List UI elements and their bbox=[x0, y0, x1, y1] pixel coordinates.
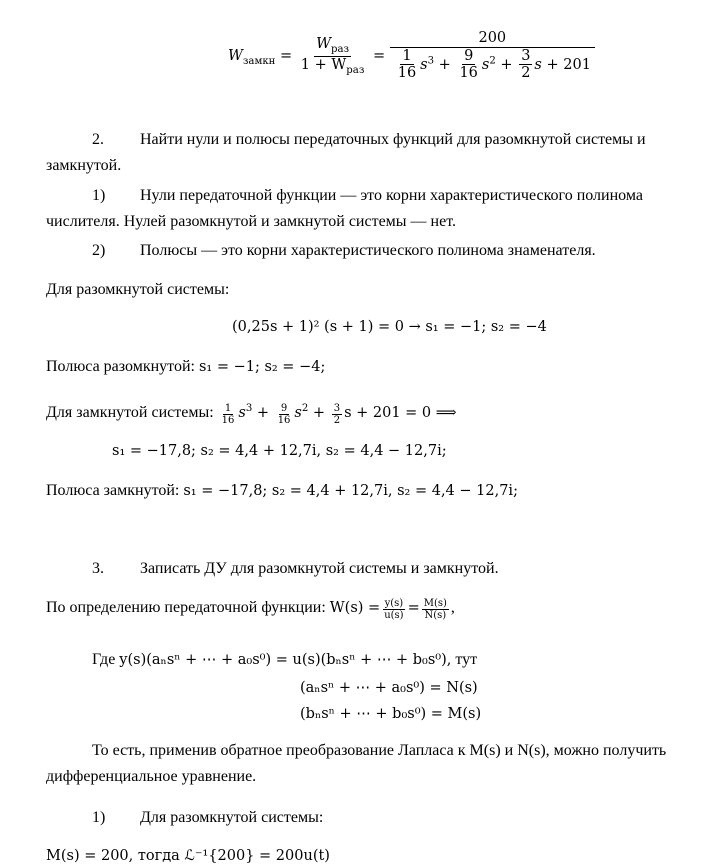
s: s bbox=[481, 56, 490, 73]
last-line-clipped: M(s) = 200, тогда ℒ⁻¹{200} = 200u(t) bbox=[46, 848, 330, 864]
label: Полюса замкнутой: bbox=[46, 482, 180, 499]
open-label: Для разомкнутой системы: bbox=[46, 281, 230, 298]
c1n: 1 bbox=[402, 47, 412, 64]
section-2-heading bbox=[92, 130, 646, 150]
c2d: 16 bbox=[277, 414, 291, 426]
item-2 bbox=[92, 241, 596, 261]
num: 1) bbox=[92, 809, 106, 826]
closed-loop-transfer-formula: $W_{замкн}$ = $W_{раз}$ $1 + W_{раз}$ = 200 $\frac{1}{16}$ $s^3$ + $\frac{9}{16}$ $s^2$ + $\frac{3}{2}$ s + 201 bbox=[228, 30, 595, 82]
item-1 bbox=[92, 186, 643, 206]
num: 2. bbox=[92, 131, 104, 148]
den1-sub: раз bbox=[346, 64, 365, 76]
c3d: 2 bbox=[521, 65, 531, 82]
tail: тут bbox=[455, 651, 478, 668]
w-symbol: W bbox=[228, 48, 243, 64]
eq: y(s)(aₙsⁿ + ⋯ + a₀s⁰) = u(s)(bₙsⁿ + ⋯ + b₀s⁰), bbox=[119, 652, 452, 668]
eq-N: (aₙsⁿ + ⋯ + a₀s⁰) = N(s) bbox=[300, 680, 478, 696]
den: u(s) bbox=[384, 610, 404, 621]
definition-line: По определению передаточной функции: W(s) = $\frac{y(s)}{u(s)}$ = $\frac{M(s)}{N(s)}$ , bbox=[46, 598, 455, 621]
text: Полюсы — это корни характеристического полинома знаменателя. bbox=[140, 242, 596, 259]
paragraph-line-1: То есть, применив обратное преобразование Лапласа к M(s) и N(s), можно получить bbox=[92, 742, 667, 759]
text: Найти нули и полюсы передаточных функций для разомкнутой системы и bbox=[140, 131, 646, 148]
num: 2) bbox=[92, 242, 106, 259]
closed-roots: s₁ = −17,8; s₂ = 4,4 + 12,7i, s₂ = 4,4 − 12,7i; bbox=[112, 443, 447, 459]
c2n: 9 bbox=[464, 47, 474, 64]
eq-M: (bₙsⁿ + ⋯ + b₀s⁰) = M(s) bbox=[300, 706, 482, 722]
section-3-heading bbox=[92, 559, 499, 579]
label: Где bbox=[92, 651, 116, 668]
label: Для замкнутой системы: bbox=[46, 403, 214, 421]
num1: W bbox=[316, 35, 331, 52]
label: По определению передаточной функции: bbox=[46, 599, 326, 616]
paragraph-line-2: дифференциальное уравнение. bbox=[46, 768, 257, 785]
s: s bbox=[534, 56, 542, 73]
open-poles bbox=[46, 357, 325, 377]
w-sub: замкн bbox=[242, 55, 276, 67]
c2d: 16 bbox=[459, 65, 478, 82]
value: s₁ = −1; s₂ = −4; bbox=[198, 359, 326, 375]
p2: 2 bbox=[489, 55, 496, 67]
c3n: 3 bbox=[521, 47, 531, 64]
s: s bbox=[420, 56, 428, 73]
text: Для разомкнутой системы: bbox=[140, 809, 324, 826]
c1d: 16 bbox=[397, 65, 417, 82]
den: N(s) bbox=[424, 610, 447, 621]
num2: 200 bbox=[390, 30, 595, 48]
num: M(s) bbox=[423, 598, 447, 609]
num: y(s) bbox=[384, 598, 404, 609]
c3n: 3 bbox=[333, 402, 341, 414]
c1n: 1 bbox=[224, 402, 232, 414]
label: Полюса разомкнутой: bbox=[46, 358, 195, 375]
text: Записать ДУ для разомкнутой системы и замкнутой. bbox=[140, 560, 499, 577]
open-equation: (0,25s + 1)² (s + 1) = 0 → s₁ = −1; s₂ = −4 bbox=[232, 319, 547, 335]
c2n: 9 bbox=[280, 402, 288, 414]
value: s₁ = −17,8; s₂ = 4,4 + 12,7i, s₂ = 4,4 − 12,7i; bbox=[183, 483, 518, 499]
num1-sub: раз bbox=[331, 43, 350, 55]
text: Нули передаточной функции — это корни характеристического полинома bbox=[140, 187, 643, 204]
c1d: 16 bbox=[221, 414, 235, 426]
lhs: W(s) = bbox=[329, 600, 381, 616]
num: 1) bbox=[92, 187, 106, 204]
item-1-cont: числителя. Нулей разомкнутой и замкнутой системы — нет. bbox=[46, 213, 456, 230]
c3d: 2 bbox=[333, 414, 341, 426]
closed-poles bbox=[46, 481, 518, 501]
tail: s + 201 = 0 ⟹ bbox=[344, 404, 457, 421]
section-2-cont: замкнутой. bbox=[46, 157, 122, 174]
const: + 201 bbox=[546, 56, 591, 73]
closed-eq-line: Для замкнутой системы: $\frac{1}{16}$ $s^3$ + $\frac{9}{16}$ $s^2$ + $\frac{3}{2}$ s + 201 = 0 ⟹ bbox=[46, 402, 457, 426]
num: 3. bbox=[92, 560, 104, 577]
where-line bbox=[92, 650, 477, 670]
p3: 3 bbox=[427, 55, 435, 67]
item-3 bbox=[92, 808, 324, 828]
den1: 1 + W bbox=[300, 56, 347, 73]
